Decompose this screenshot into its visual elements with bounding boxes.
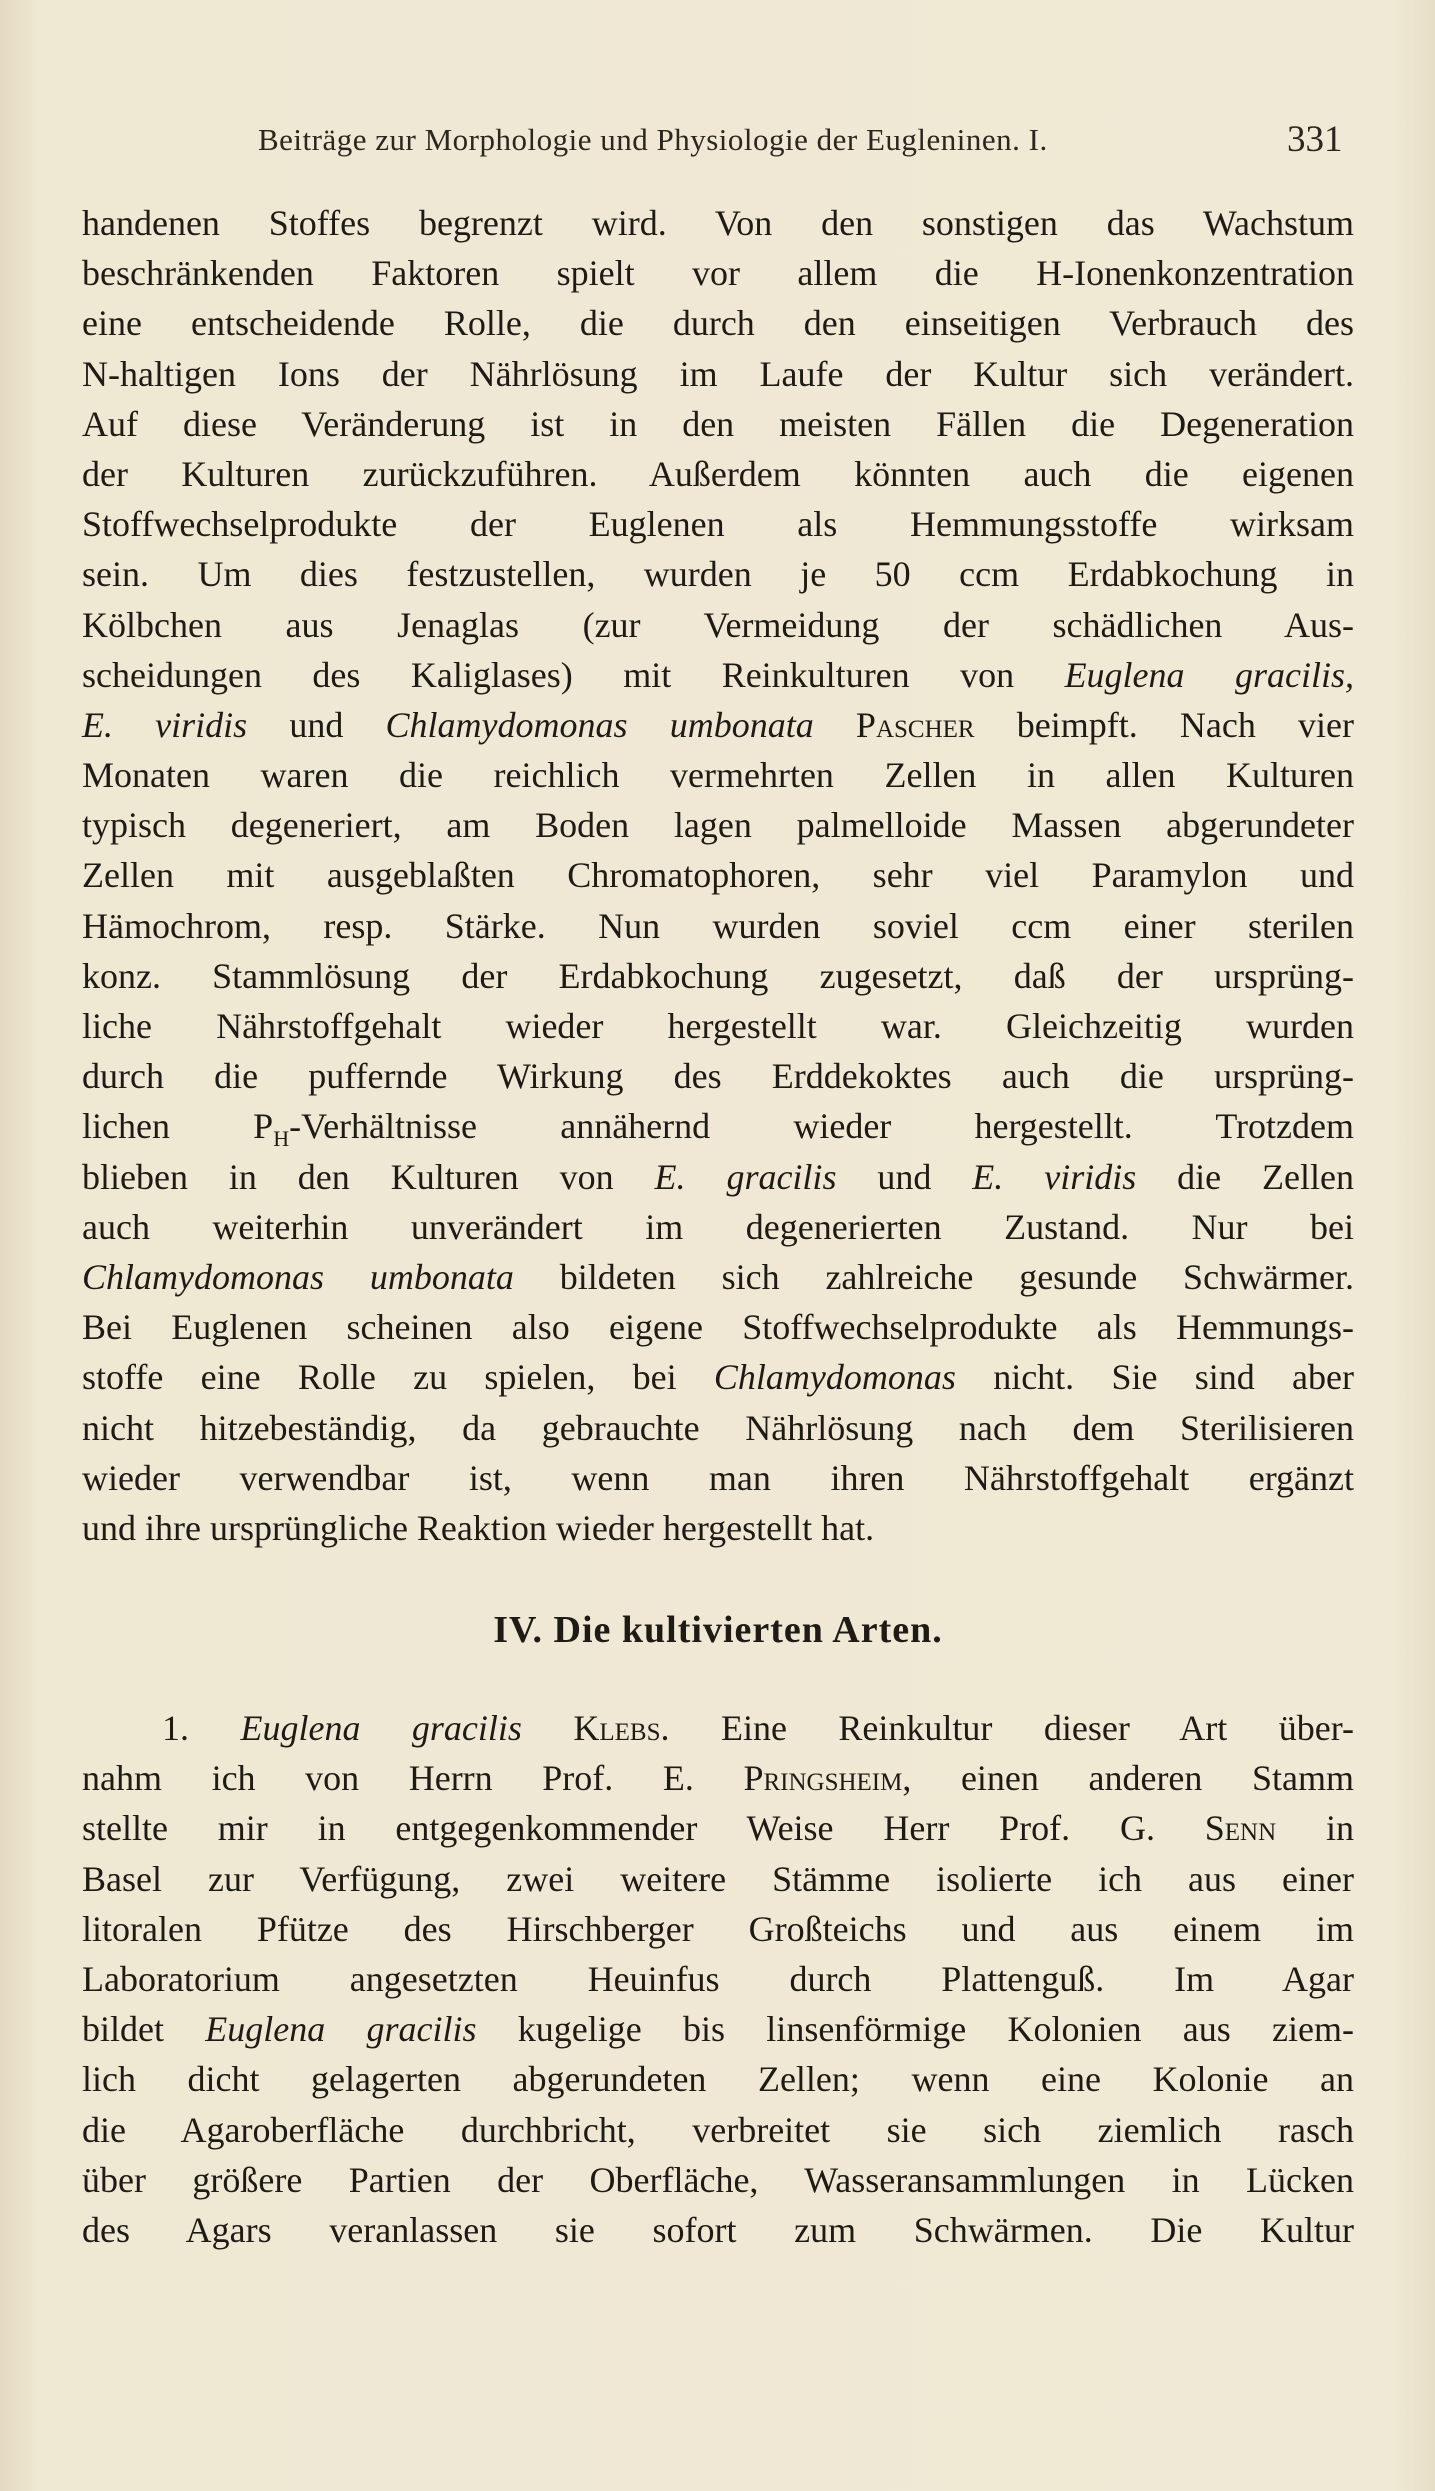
text-span — [814, 705, 856, 745]
text-line: sein. Um dies festzustellen, wurden je 50 ccm Erdabkochung in — [82, 554, 1354, 595]
text-line — [82, 700, 1354, 750]
paragraph-species — [82, 1703, 1354, 2255]
text-line — [82, 1703, 1354, 1753]
author-name: Pascher — [855, 704, 975, 745]
subscript: H — [273, 1126, 290, 1152]
text-span: lichen P — [82, 1106, 274, 1147]
text-line: handenen Stoffes begrenzt wird. Von den sonstigen das Wachstum — [82, 203, 1354, 243]
species-name: Euglena gracilis — [240, 1708, 522, 1749]
text-span: -Verhältnisse annähernd wieder hergestellt. Trotzdem — [289, 1106, 1354, 1147]
author-name: Senn — [1204, 1808, 1277, 1849]
text-span: stoffe eine Rolle zu spielen, bei — [82, 1357, 714, 1398]
text-line — [82, 1101, 1354, 1151]
text-line: eine entscheidende Rolle, die durch den einseitigen Verbrauch des — [82, 303, 1354, 344]
species-name: Chlamydomonas umbonata — [82, 1256, 514, 1297]
text-span: nahm ich von Herrn Prof. E. — [82, 1758, 744, 1799]
species-name: Chlamydomonas umbonata — [385, 704, 814, 745]
text-line: Basel zur Verfügung, zwei weitere Stämme isolierte ich aus einer — [82, 1858, 1354, 1899]
text-line: Auf diese Veränderung ist in den meisten Fällen die Degeneration — [82, 403, 1354, 444]
text-line: Hämochrom, resp. Stärke. Nun wurden soviel ccm einer sterilen — [82, 905, 1354, 946]
page-header — [0, 118, 1435, 168]
text-line: Zellen mit ausgeblaßten Chromatophoren, sehr viel Paramylon und — [82, 855, 1354, 896]
text-line: konz. Stammlösung der Erdabkochung zugesetzt, daß der ursprüng- — [82, 955, 1354, 996]
text-span: beimpft. Nach vier — [974, 704, 1355, 745]
text-line: Kölbchen aus Jenaglas (zur Vermeidung der schädlichen Aus- — [82, 604, 1354, 645]
text-span — [522, 1708, 573, 1748]
species-name: E. viridis — [972, 1156, 1137, 1197]
text-span: die Zellen — [1136, 1156, 1354, 1197]
species-name: Euglena gracilis — [205, 2009, 477, 2050]
species-name: E. viridis — [82, 704, 248, 745]
text-line: beschränkenden Faktoren spielt vor allem die H-Ionenkonzentration — [82, 253, 1354, 294]
text-span: und — [836, 1156, 973, 1197]
text-span: , einen anderen Stamm — [902, 1758, 1355, 1799]
text-line — [82, 1753, 1354, 1803]
text-line — [82, 1152, 1354, 1202]
text-line: Monaten waren die reichlich vermehrten Zellen in allen Kulturen — [82, 755, 1354, 796]
text-span: und — [247, 704, 386, 745]
text-line: über größere Partien der Oberfläche, Wasseransammlungen in Lücken — [82, 2159, 1354, 2200]
text-line — [82, 2004, 1354, 2054]
text-line — [82, 1252, 1354, 1302]
species-name: E. gracilis — [654, 1156, 837, 1197]
text-span: stellte mir in entgegenkommender Weise Herr Prof. G. — [82, 1808, 1205, 1849]
text-span: blieben in den Kulturen von — [82, 1156, 655, 1197]
text-line: typisch degeneriert, am Boden lagen palmelloide Massen abgerundeter — [82, 805, 1354, 846]
text-line: und ihre ursprüngliche Reaktion wieder hergestellt hat. — [82, 1507, 875, 1548]
paragraph-continued — [82, 198, 1354, 1553]
running-head: Beiträge zur Morphologie und Physiologie der Eugleninen. I. — [258, 122, 1048, 157]
text-line: durch die puffernde Wirkung des Erddekoktes auch die ursprüng- — [82, 1056, 1354, 1097]
text-line: liche Nährstoffgehalt wieder hergestellt war. Gleichzeitig wurden — [82, 1006, 1354, 1046]
species-name: Euglena gracilis, — [1064, 654, 1354, 695]
author-name: Pringsheim — [743, 1758, 903, 1799]
text-line: der Kulturen zurückzuführen. Außerdem könnten auch die eigenen — [82, 453, 1354, 494]
text-line: wieder verwendbar ist, wenn man ihren Nährstoffgehalt ergänzt — [82, 1457, 1354, 1498]
text-line — [82, 1803, 1354, 1853]
text-line: Laboratorium angesetzten Heuinfus durch Plattenguß. Im Agar — [82, 1959, 1354, 1999]
text-span: . Eine Reinkultur dieser Art über- — [660, 1708, 1354, 1749]
text-line: nicht hitzebeständig, da gebrauchte Nährlösung nach dem Sterilisieren — [82, 1407, 1354, 1448]
text-span: 1. — [162, 1708, 241, 1749]
section-heading: IV. Die kultivierten Arten. — [493, 1609, 943, 1652]
page-number: 331 — [1287, 119, 1343, 160]
text-line: des Agars veranlassen sie sofort zum Schwärmen. Die Kultur — [82, 2209, 1354, 2250]
species-name: Chlamydomonas — [713, 1357, 956, 1398]
text-span: nicht. Sie sind aber — [955, 1357, 1354, 1398]
author-name: Klebs — [573, 1708, 661, 1749]
text-span: bildeten sich zahlreiche gesunde Schwärmer. — [513, 1256, 1354, 1297]
body-text — [82, 198, 1354, 2255]
text-line: lich dicht gelagerten abgerundeten Zellen; wenn eine Kolonie an — [82, 2059, 1354, 2100]
text-line: Stoffwechselprodukte der Euglenen als Hemmungsstoffe wirksam — [82, 504, 1354, 545]
text-line: auch weiterhin unverändert im degenerierten Zustand. Nur bei — [82, 1206, 1354, 1247]
text-line: die Agaroberfläche durchbricht, verbreitet sie sich ziemlich rasch — [82, 2109, 1354, 2150]
text-line: Bei Euglenen scheinen also eigene Stoffwechselprodukte als Hemmungs- — [82, 1307, 1354, 1348]
text-line — [82, 1352, 1354, 1402]
text-span: kugelige bis linsenförmige Kolonien aus ziem- — [476, 2009, 1354, 2050]
text-span: scheidungen des Kaliglases) mit Reinkulturen von — [82, 654, 1065, 695]
text-line: N-haltigen Ions der Nährlösung im Laufe der Kultur sich verändert. — [82, 353, 1354, 394]
text-span: bildet — [82, 2009, 206, 2050]
text-line: litoralen Pfütze des Hirschberger Großteichs und aus einem im — [82, 1908, 1354, 1949]
text-span: in — [1276, 1808, 1354, 1849]
text-line — [82, 650, 1354, 700]
